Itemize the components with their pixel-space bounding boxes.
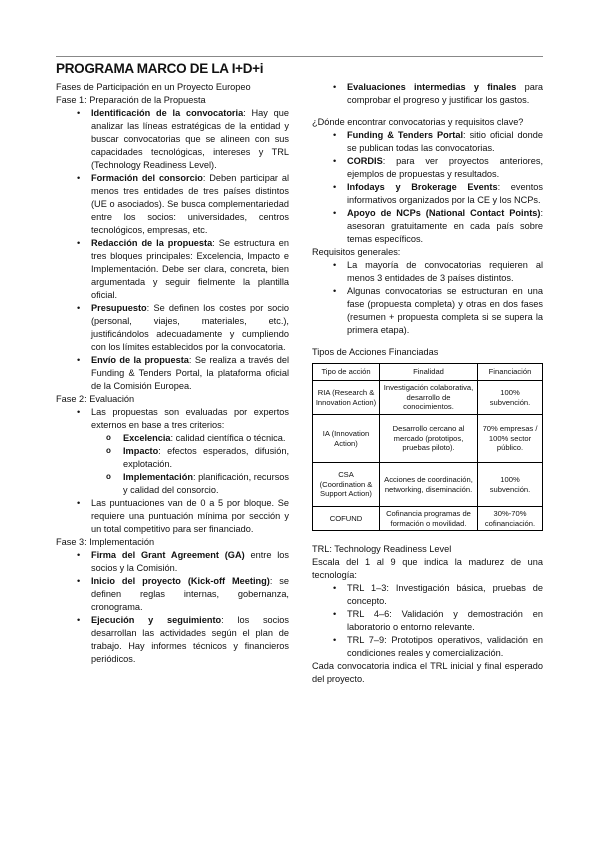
column-header: Finalidad: [380, 364, 478, 381]
table-cell: 70% empresas / 100% sector público.: [478, 415, 543, 463]
table-row: [313, 507, 543, 531]
list-item: • TRL 4–6: Validación y demostración en laboratorio o entorno relevante.: [312, 608, 543, 634]
table-cell: CSA (Coordination & Support Action): [313, 463, 380, 507]
list-item: • Las puntuaciones van de 0 a 5 por bloque. Se requiere una puntuación mínima por sección y un total competitivo para ser financiado.: [56, 497, 289, 536]
table-cell: RIA (Research & Innovation Action): [313, 381, 380, 415]
table-row: [313, 381, 543, 415]
column-header: Financiación: [478, 364, 543, 381]
table-cell: 100% subvención.: [478, 463, 543, 507]
list-item: • Funding & Tenders Portal: sitio oficial donde se publican todas las convocatorias.: [312, 129, 543, 155]
actions-table: [312, 363, 543, 531]
list-item: • Envío de la propuesta: Se realiza a través del Funding & Tenders Portal, la plataforma oficial de la Comisión Europea.: [56, 354, 289, 393]
criteria-list: [56, 432, 289, 497]
list-item: • Infodays y Brokerage Events: eventos informativos organizados por la CE y los NCPs.: [312, 181, 543, 207]
table-heading: Tipos de Acciones Financiadas: [312, 347, 439, 357]
phase1-heading: Fase 1: Preparación de la Propuesta: [56, 95, 206, 105]
trl-heading: TRL: Technology Readiness Level: [312, 544, 452, 554]
table-cell: Cofinancia programas de formación o movilidad.: [380, 507, 478, 531]
list-item: • Las propuestas son evaluadas por expertos externos en base a tres criterios: o Excelencia: calidad científica o técnica. o Impacto: efectos esperados, difusión, explotación. o Implementación: planificación, recursos y calidad del consorcio.: [56, 406, 289, 497]
table-cell: 100% subvención.: [478, 381, 543, 415]
criterion-item: o Implementación: planificación, recursos y calidad del consorcio.: [56, 471, 289, 497]
intro-line: Fases de Participación en un Proyecto Europeo: [56, 82, 251, 92]
criterion-item: o Impacto: efectos esperados, difusión, explotación.: [56, 445, 289, 471]
list-item: • La mayoría de convocatorias requieren al menos 3 entidades de 3 países distintos.: [312, 259, 543, 285]
trl-outro: Cada convocatoria indica el TRL inicial y final esperado del proyecto.: [312, 661, 543, 684]
list-item: • Inicio del proyecto (Kick-off Meeting): se definen reglas internas, gobernanza, cronograma.: [56, 575, 289, 614]
list-item: • Firma del Grant Agreement (GA) entre los socios y la Comisión.: [56, 549, 289, 575]
table-cell: COFUND: [313, 507, 380, 531]
table-cell: IA (Innovation Action): [313, 415, 380, 463]
list-item: • Formación del consorcio: Deben participar al menos tres entidades de tres países distintos (UE o asociados). Se busca complementariedad entre los socios: universidades, centros tecnológicos, empresas, etc.: [56, 172, 289, 237]
table-row: [313, 415, 543, 463]
phase1-list: [56, 107, 289, 393]
table-header-row: [313, 364, 543, 381]
requirements-heading: Requisitos generales:: [312, 247, 401, 257]
phase2-heading: Fase 2: Evaluación: [56, 394, 135, 404]
list-item: • Evaluaciones intermedias y finales para comprobar el progreso y justificar los gastos.: [312, 81, 543, 107]
list-item: • Identificación de la convocatoria: Hay que analizar las líneas estratégicas de la entidad y buscar convocatorias que se alineen con sus capacidades tecnológicas, intereses y TRL (Technology Readiness Level).: [56, 107, 289, 172]
column-header: Tipo de acción: [313, 364, 380, 381]
phase3-list-cont: [312, 81, 543, 107]
left-column: [56, 81, 289, 666]
list-item: • Apoyo de NCPs (National Contact Points): asesoran gratuitamente en cada país sobre temas específicos.: [312, 207, 543, 246]
table-cell: Acciones de coordinación, networking, diseminación.: [380, 463, 478, 507]
requirements-list: [312, 259, 543, 337]
trl-list: [312, 582, 543, 660]
table-cell: 30%-70% cofinanciación.: [478, 507, 543, 531]
list-item: • Ejecución y seguimiento: los socios desarrollan las actividades según el plan de trabajo. Hay informes técnicos y financieros periódicos.: [56, 614, 289, 666]
phase3-heading: Fase 3: Implementación: [56, 537, 155, 547]
list-item: • Redacción de la propuesta: Se estructura en tres bloques principales: Excelencia, Impacto e Implementación. Debe ser clara, concreta, bien argumentada y seguir fielmente la plantilla oficial.: [56, 237, 289, 302]
list-item: • CORDIS: para ver proyectos anteriores, ejemplos de propuestas y resultados.: [312, 155, 543, 181]
trl-intro: Escala del 1 al 9 que indica la madurez de una tecnología:: [312, 557, 543, 580]
page-title: PROGRAMA MARCO DE LA I+D+i: [56, 61, 264, 76]
list-item: • TRL 1–3: Investigación básica, pruebas de concepto.: [312, 582, 543, 608]
list-item: • TRL 7–9: Prototipos operativos, validación en condiciones reales y comercialización.: [312, 634, 543, 660]
list-item: • Algunas convocatorias se estructuran en una fase (propuesta completa) y otras en dos fases (resumen + propuesta completa si se supera la primera etapa).: [312, 285, 543, 337]
table-row: [313, 463, 543, 507]
table-cell: Desarrollo cercano al mercado (prototipos, pruebas piloto).: [380, 415, 478, 463]
right-column: [312, 81, 543, 686]
where-heading: ¿Dónde encontrar convocatorias y requisitos clave?: [312, 117, 524, 127]
list-item: • Presupuesto: Se definen los costes por socio (personal, viajes, materiales, etc.), justificándolos adecuadamente y cumpliendo con los límites establecidos por la convocatoria.: [56, 302, 289, 354]
phase3-list: [56, 549, 289, 666]
where-list: [312, 129, 543, 246]
phase2-list: [56, 406, 289, 536]
table-cell: Investigación colaborativa, desarrollo de conocimientos.: [380, 381, 478, 415]
header-rule: [56, 56, 543, 57]
criterion-item: o Excelencia: calidad científica o técnica.: [56, 432, 289, 445]
